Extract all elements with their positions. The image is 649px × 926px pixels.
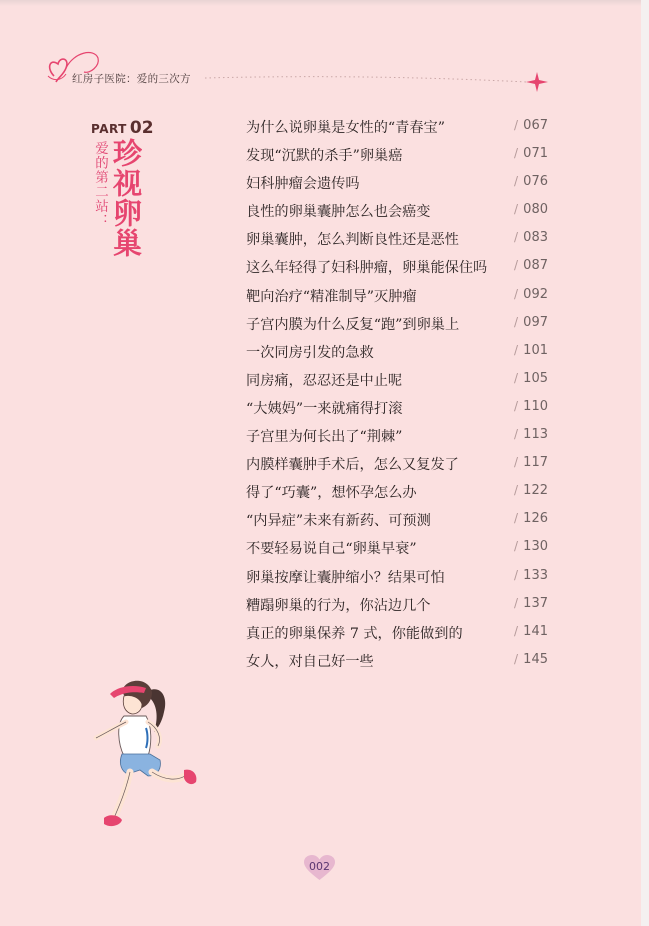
toc-entry[interactable] <box>246 226 556 254</box>
part-number: 02 <box>129 118 154 138</box>
toc-separator: / <box>514 174 519 189</box>
toc-entry-title: 这么年轻得了妇科肿瘤，卵巢能保住吗 <box>246 260 488 277</box>
toc-entry[interactable] <box>246 592 556 620</box>
toc-entry-page: 067 <box>523 118 548 133</box>
part-word: PART <box>91 122 127 136</box>
toc-entry-title: 妇科肿瘤会遗传吗 <box>246 176 360 193</box>
toc-separator: / <box>514 511 519 526</box>
toc-entry-page: 137 <box>523 595 548 611</box>
toc-entry-title: 内膜样囊肿手术后，怎么又复发了 <box>246 457 459 474</box>
toc-entry-title: 发现“沉默的杀手”卵巢癌 <box>246 148 403 165</box>
running-header-title: 红房子医院：爱的三次方 <box>72 73 191 85</box>
toc-entry-title: 不要轻易说自己“卵巢早衰” <box>246 541 417 558</box>
toc-entry[interactable] <box>246 170 556 198</box>
part-label <box>91 118 154 138</box>
toc-entry-page: 126 <box>523 511 548 527</box>
toc-entry-title: “内异症”未来有新药、可预测 <box>246 513 431 530</box>
toc-list <box>246 114 556 676</box>
part-subtitle: 爱的第二站： <box>92 141 108 228</box>
toc-entry[interactable] <box>246 451 556 479</box>
toc-entry-title: 子宫内膜为什么反复“跑”到卵巢上 <box>246 316 460 333</box>
toc-entry-title: 同房痛，忍忍还是中止呢 <box>246 372 403 389</box>
toc-entry[interactable] <box>246 283 556 311</box>
toc-separator: / <box>514 567 519 582</box>
toc-entry-page: 097 <box>523 314 548 330</box>
toc-entry-page: 087 <box>523 258 548 274</box>
toc-entry-page: 071 <box>523 146 548 162</box>
toc-entry-title: “大姨妈”一来就痛得打滚 <box>246 400 403 417</box>
page-number-badge <box>303 854 336 882</box>
toc-separator: / <box>514 623 519 638</box>
toc-separator: / <box>514 342 519 357</box>
toc-entry-page: 122 <box>523 483 548 499</box>
toc-entry-page: 130 <box>523 539 548 555</box>
toc-separator: / <box>514 595 519 610</box>
toc-entry-page: 101 <box>523 342 548 358</box>
toc-entry-title: 一次同房引发的急救 <box>246 344 374 361</box>
toc-entry-page: 141 <box>523 623 548 639</box>
toc-separator: / <box>514 455 519 470</box>
toc-entry-page: 076 <box>523 174 548 190</box>
page-edge <box>641 0 649 926</box>
toc-separator: / <box>514 202 519 217</box>
runner-illustration <box>88 672 203 837</box>
header-dotted-line <box>205 70 527 86</box>
toc-separator: / <box>514 230 519 245</box>
toc-entry-title: 为什么说卵巢是女性的“青春宝” <box>246 120 445 136</box>
toc-entry[interactable] <box>246 423 556 451</box>
toc-entry-page: 110 <box>523 398 548 414</box>
toc-entry-title: 真正的卵巢保养 7 式，你能做到的 <box>246 625 463 642</box>
toc-separator: / <box>514 286 519 301</box>
toc-entry[interactable] <box>246 535 556 563</box>
toc-entry[interactable] <box>246 198 556 226</box>
toc-entry-title: 靶向治疗“精准制导”灭肿瘤 <box>246 288 417 305</box>
toc-entry-page: 080 <box>523 202 548 218</box>
toc-separator: / <box>514 483 519 498</box>
sparkle-icon <box>524 70 550 94</box>
toc-entry-page: 083 <box>523 230 548 246</box>
toc-entry-page: 145 <box>523 651 548 667</box>
toc-entry-title: 得了“巧囊”，想怀孕怎么办 <box>246 485 417 502</box>
toc-entry[interactable] <box>246 395 556 423</box>
toc-entry[interactable] <box>246 339 556 367</box>
toc-separator: / <box>514 118 519 132</box>
toc-entry[interactable] <box>246 620 556 648</box>
part-title: 珍视卵巢 <box>109 138 143 258</box>
page-top-shadow <box>0 0 641 6</box>
toc-entry-page: 133 <box>523 567 548 583</box>
toc-entry-title: 卵巢囊肿，怎么判断良性还是恶性 <box>246 232 459 249</box>
toc-separator: / <box>514 539 519 554</box>
toc-entry-page: 113 <box>523 427 548 443</box>
toc-separator: / <box>514 651 519 666</box>
toc-entry[interactable] <box>246 479 556 507</box>
toc-separator: / <box>514 314 519 329</box>
page-number: 002 <box>309 860 330 873</box>
toc-separator: / <box>514 398 519 413</box>
toc-entry[interactable] <box>246 114 556 142</box>
toc-entry-title: 卵巢按摩让囊肿缩小？结果可怕 <box>246 569 445 586</box>
toc-separator: / <box>514 370 519 385</box>
toc-entry[interactable] <box>246 507 556 535</box>
toc-entry[interactable] <box>246 142 556 170</box>
toc-entry-page: 092 <box>523 286 548 302</box>
toc-entry[interactable] <box>246 367 556 395</box>
toc-entry[interactable] <box>246 311 556 339</box>
toc-entry-title: 糟蹋卵巢的行为，你沾边几个 <box>246 597 431 614</box>
toc-separator: / <box>514 258 519 273</box>
toc-separator: / <box>514 427 519 442</box>
toc-entry-page: 117 <box>523 455 548 471</box>
toc-separator: / <box>514 146 519 161</box>
toc-entry[interactable] <box>246 564 556 592</box>
toc-entry-page: 105 <box>523 370 548 386</box>
toc-entry[interactable] <box>246 254 556 282</box>
toc-entry[interactable] <box>246 648 556 676</box>
toc-entry-title: 子宫里为何长出了“荆棘” <box>246 429 403 446</box>
toc-entry-title: 良性的卵巢囊肿怎么也会癌变 <box>246 204 431 221</box>
toc-entry-title: 女人，对自己好一些 <box>246 653 374 670</box>
